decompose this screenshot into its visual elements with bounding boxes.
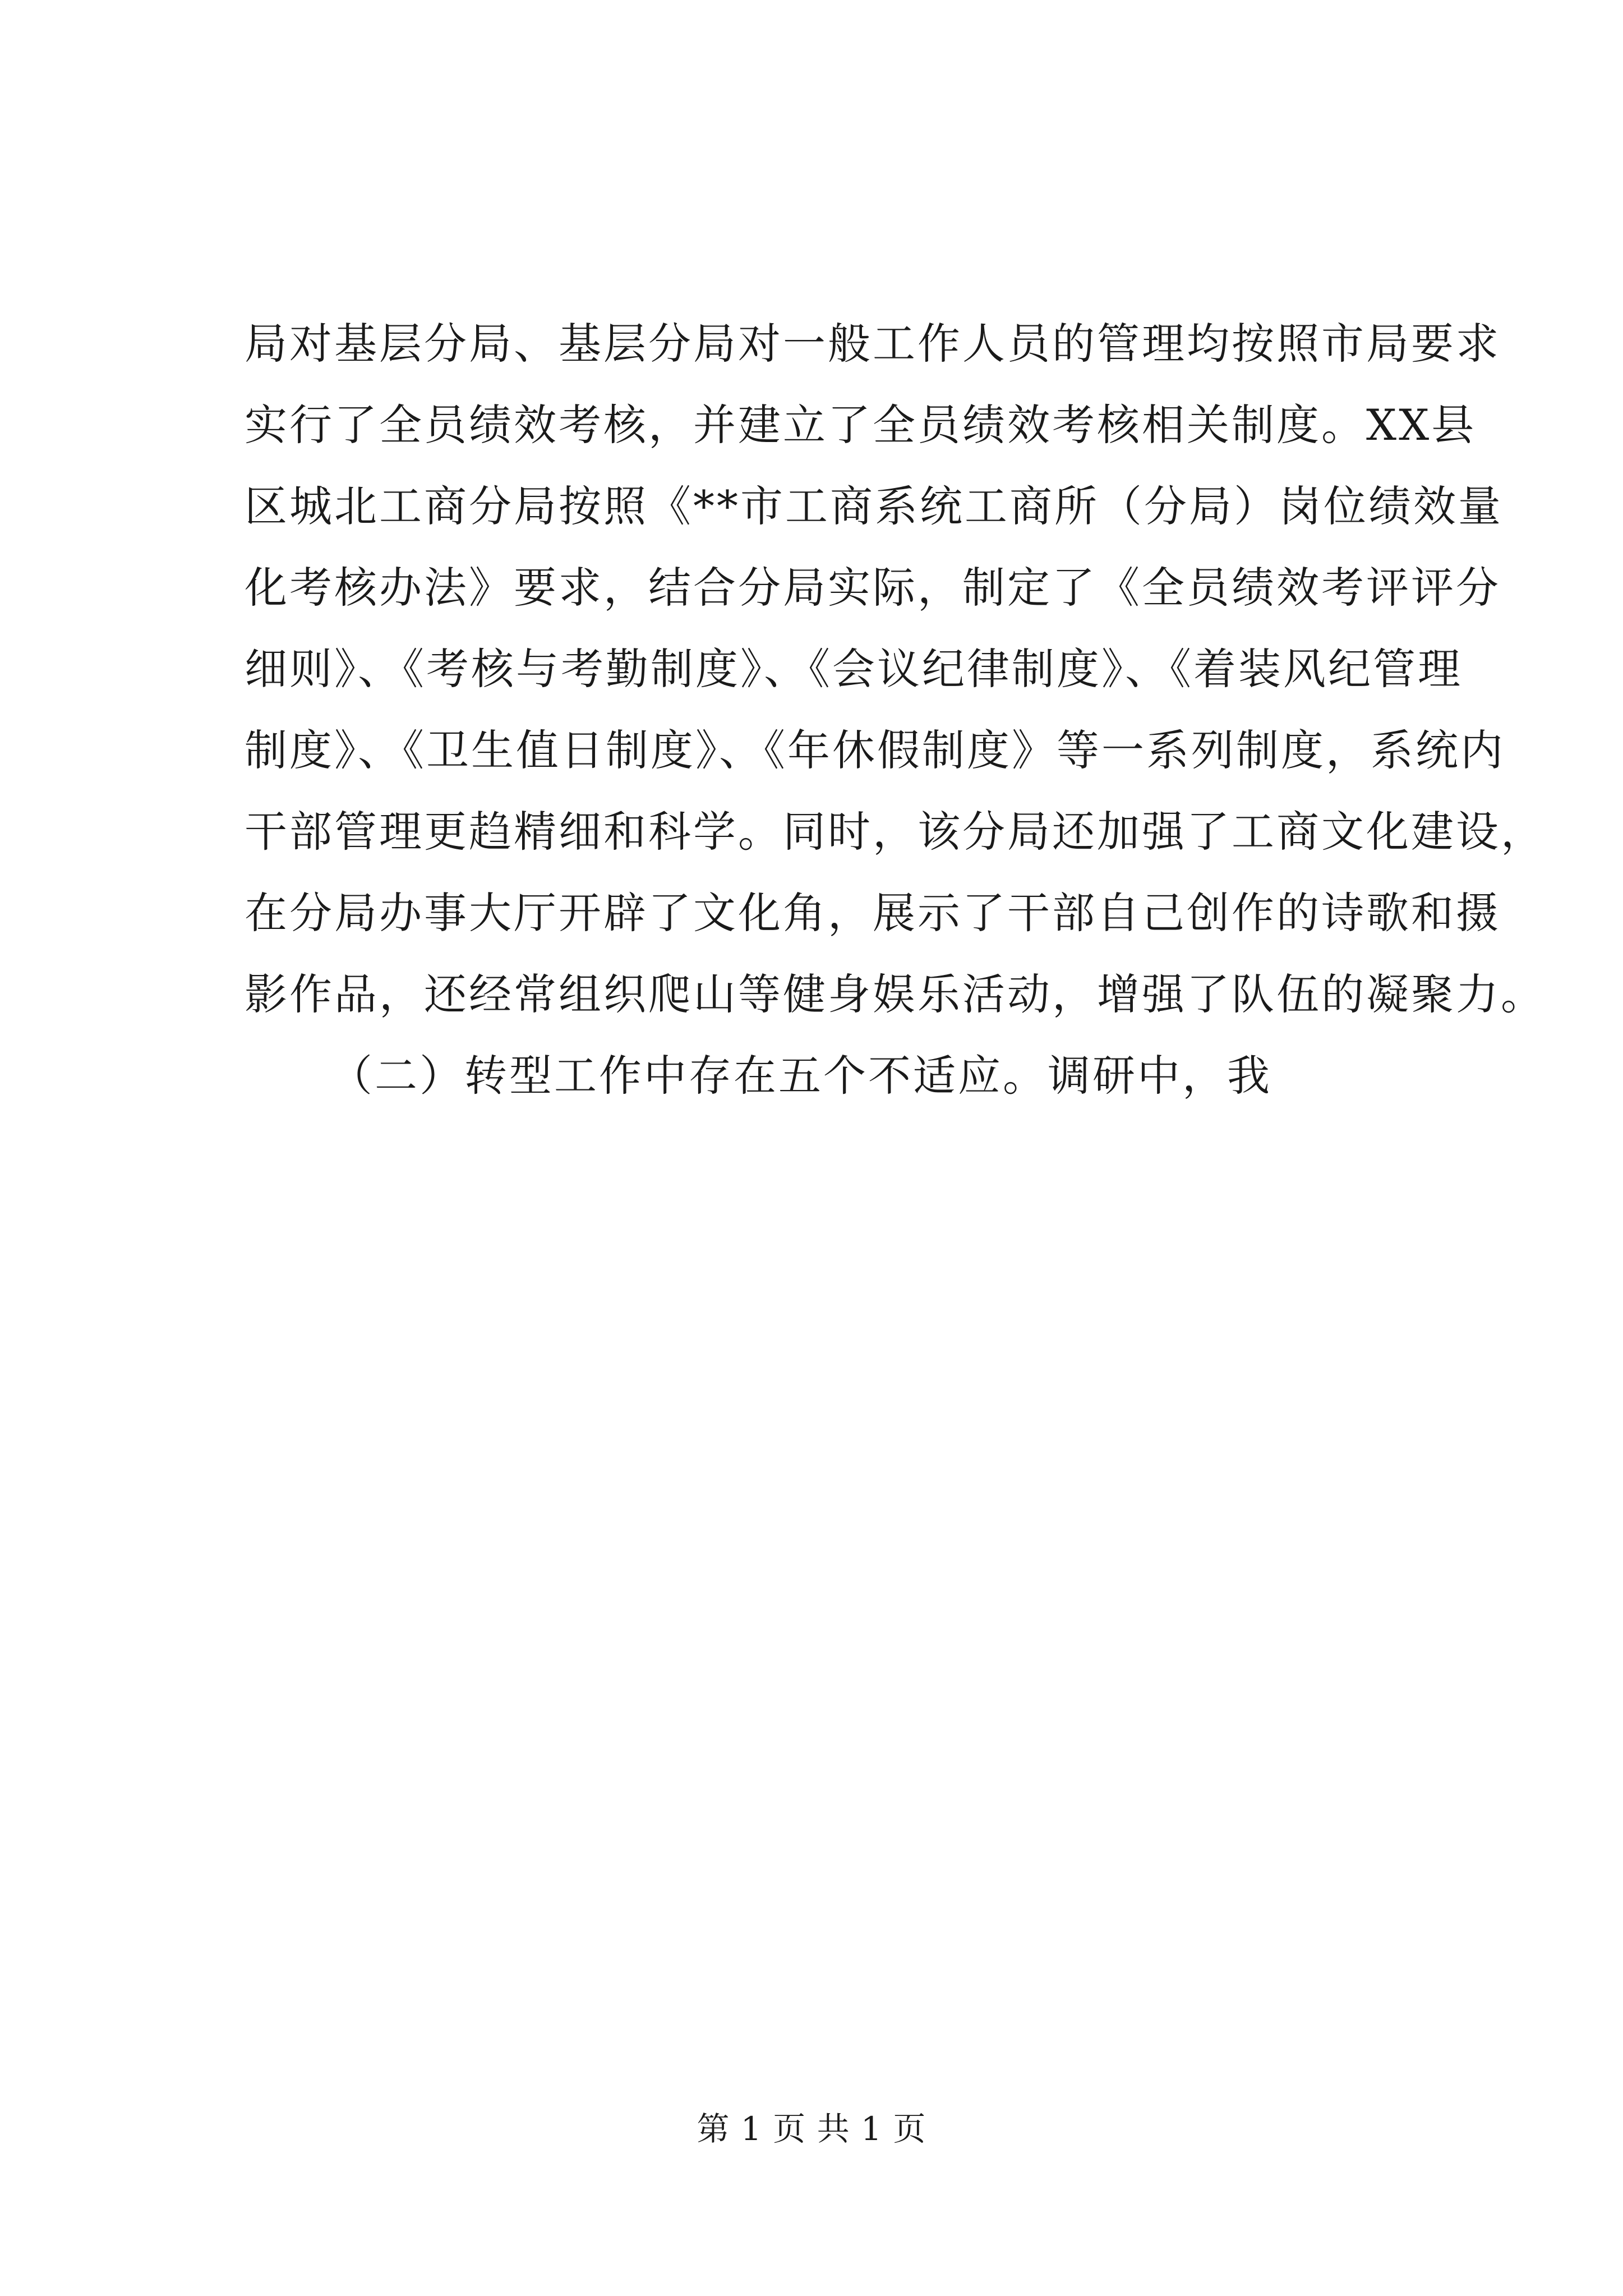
section-heading-line: （二）转型工作中存在五个不适应。调研中，我 (330, 1051, 1272, 1101)
paragraph-line: 制度》、《卫生值日制度》、《年休假制度》等一系列制度，系统内 (245, 725, 1505, 775)
paragraph-line: 在分局办事大厅开辟了文化角，展示了干部自己创作的诗歌和摄 (245, 888, 1501, 938)
paragraph-line: 细则》、《考核与考勤制度》、《会议纪律制度》、《着装风纪管理 (245, 644, 1463, 694)
paragraph-line: 实行了全员绩效考核，并建立了全员绩效考核相关制度。XX县 (245, 400, 1477, 450)
paragraph-line: 化考核办法》要求，结合分局实际，制定了《全员绩效考评评分 (245, 563, 1501, 613)
page-footer: 第 1 页 共 1 页 (697, 2110, 926, 2148)
paragraph-line: 影作品，还经常组织爬山等健身娱乐活动，增强了队伍的凝聚力。 (245, 969, 1546, 1019)
paragraph-line: 干部管理更趋精细和科学。同时，该分局还加强了工商文化建设， (245, 807, 1546, 857)
paragraph-line: 区城北工商分局按照《**市工商系统工商所（分局）岗位绩效量 (245, 481, 1503, 531)
document-body (245, 303, 1546, 1116)
paragraph-line: 局对基层分局、基层分局对一般工作人员的管理均按照市局要求 (245, 319, 1501, 369)
